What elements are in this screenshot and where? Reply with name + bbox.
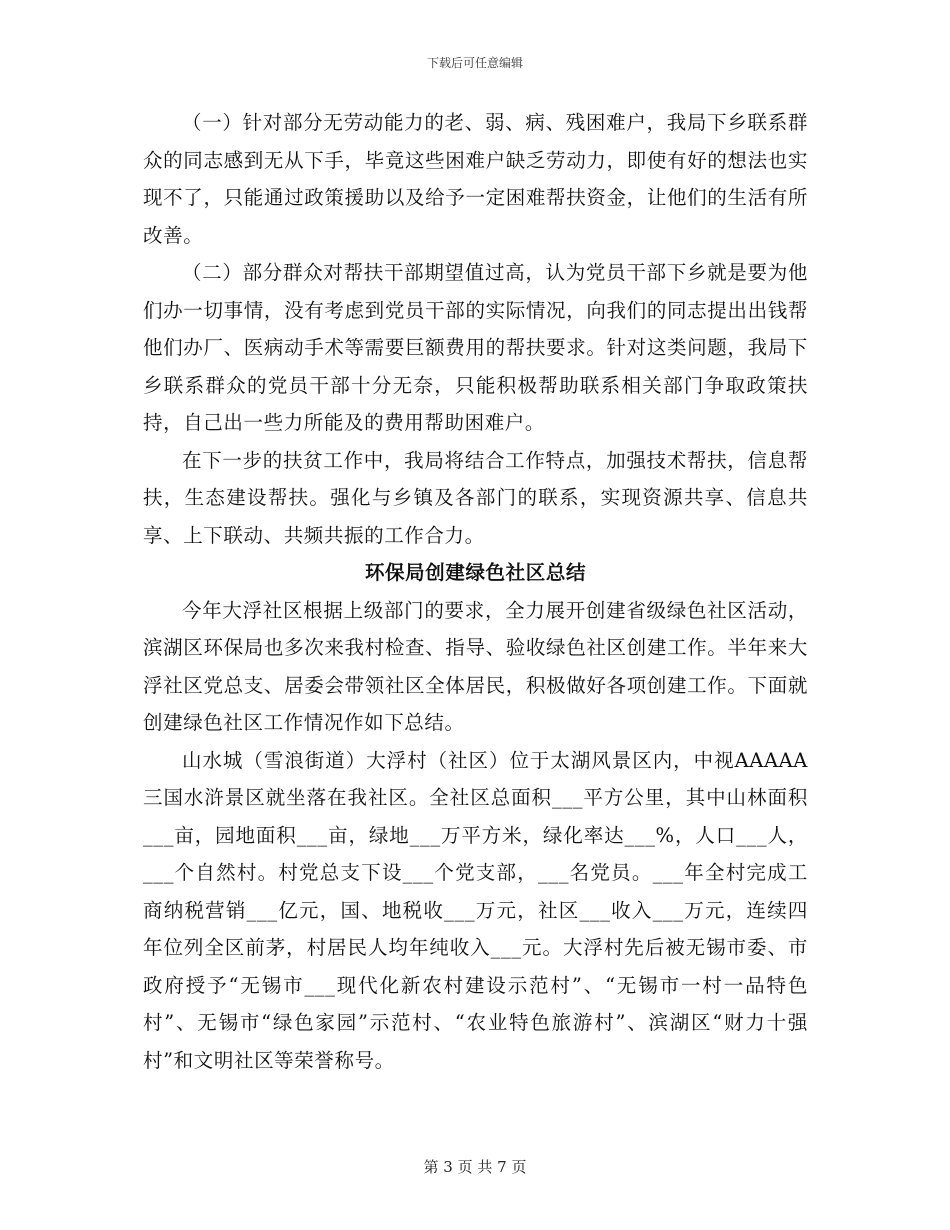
paragraph-1: （一）针对部分无劳动能力的老、弱、病、残困难户，我局下乡联系群众的同志感到无从下手，毕竟这些困难户缺乏劳动力，即使有好的想法也实现不了，只能通过政策援助以及给予一定困难帮扶资金，让他们的生活有所改善。 (143, 111, 808, 247)
paragraph-5: 山水城（雪浪街道）大浮村（社区）位于太湖风景区内，中视AAAAA三国水浒景区就坐落在我社区。全社区总面积___平方公里，其中山林面积___亩，园地面积___亩，绿地___万平方米，绿化率达___%，人口___人，___个自然村。村党总支下设___个党支部，___名党员。___年全村完成工商纳税营销___亿元，国、地税收___万元，社区___收入___万元，连续四年位列全区前茅，村居民人均年纯收入___元。大浮村先后被无锡市委、市政府授予“无锡市___现代化新农村建设示范村”、“无锡市一村一品特色村”、无锡市“绿色家园”示范村、“农业特色旅游村”、滨湖区“财力十强村”和文明社区等荣誉称号。 (143, 748, 808, 1072)
page-header: 下载后可任意编辑 (426, 56, 523, 70)
paragraph-4: 今年大浮社区根据上级部门的要求，全力展开创建省级绿色社区活动，滨湖区环保局也多次来我村检查、指导、验收绿色社区创建工作。半年来大浮社区党总支、居委会带领社区全体居民，积极做好各项创建工作。下面就创建绿色社区工作情况作如下总结。 (143, 598, 808, 734)
document-body (143, 104, 808, 1079)
paragraph-3: 在下一步的扶贫工作中，我局将结合工作特点，加强技术帮扶，信息帮扶，生态建设帮扶。强化与乡镇及各部门的联系，实现资源共享、信息共享、上下联动、共频共振的工作合力。 (143, 448, 808, 547)
page-number: 第 3 页 共 7 页 (423, 1158, 527, 1176)
section-title: 环保局创建绿色社区总结 (364, 561, 587, 584)
paragraph-2: （二）部分群众对帮扶干部期望值过高，认为党员干部下乡就是要为他们办一切事情，没有考虑到党员干部的实际情况，向我们的同志提出出钱帮他们办厂、医病动手术等需要巨额费用的帮扶要求。针对这类问题，我局下乡联系群众的党员干部十分无奈，只能积极帮助联系相关部门争取政策扶持，自己出一些力所能及的费用帮助困难户。 (143, 261, 808, 434)
